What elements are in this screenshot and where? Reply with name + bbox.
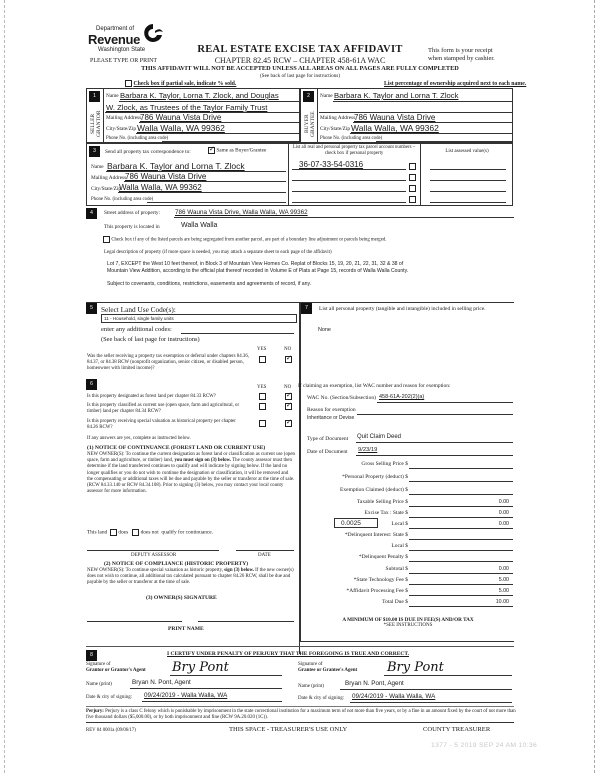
exemption-reason[interactable]: Inheritance or Devise xyxy=(307,415,355,421)
perjury-certification: I CERTIFY UNDER PENALTY OF PERJURY THAT THE FOREGOING IS TRUE AND CORRECT. xyxy=(167,651,410,657)
grantee-signature[interactable]: Bry Pont xyxy=(387,660,444,675)
historic-no-checkbox[interactable] xyxy=(285,420,292,427)
wac-number[interactable]: 458-61A-202(2)(a) xyxy=(379,394,425,400)
land-use-section: 5 Select Land Use Code(s): 11 - Household, single family units enter any additional codes: (See back of last page for instructions) YES NO Was the seller receiving a property tax exemption or deferral under chapters 84.36, 84.37, or 84.38 RCW (nonprofit organization, senior citizen, or disabled person, homeowner with limited income)? ✓ 6 YES NO Is this property designated as forest land per chapter 84.33 RCW? ✓ Is this property classified as current use (open space, farm and agricultural, or timber) land per chapter 84.34 RCW? ✓ Is this property receiving special valuation as historical property per chapter 84.26 RCW? ✓ If any answers are yes, complete as instructed below. (1) NOTICE OF CONTINUANCE (FOREST LAND OR CURRENT USE) NEW OWNER(S): To continue the current designation as forest land or classification as current use (open space, farm and agriculture, or timber) land, you must sign on (3) below. The county assessor must then determine if the land transferred continues to qualify and will indicate by signing below. If the land no longer qualifies or you do not wish to continue the designation or classification, it will be removed and the compensating or additional taxes will be due and payable by the seller or transferor at the time of sale. (RCW 84.33.140 or RCW 84.34.108). Prior to signing (3) below, you may contact your local county assessor for more information. This land does does not qualify for continuance. DEPUTY ASSESSOR DATE (2) NOTICE OF COMPLIANCE (HISTORIC PROPERTY) NEW OWNER(S): To continue special valuation as historic property, sign (3) below. If the new owner(s) does not wish to continue, all additional tax calculated pursuant to chapter 84.26 RCW, shall be due and payable by the seller or transferor at the time of sale. (3) OWNER(S) SIGNATURE PRINT NAME xyxy=(86,302,300,654)
section-number-6: 6 xyxy=(86,379,97,390)
see-back-note: (See back of last page for instructions) xyxy=(259,73,341,79)
land-does-checkbox[interactable] xyxy=(110,529,117,536)
personal-property-checkbox-1[interactable] xyxy=(409,163,416,170)
segregated-parcel-checkbox[interactable] xyxy=(103,236,110,243)
buyer-phone-field[interactable] xyxy=(376,141,512,142)
subtotal[interactable]: 0.00 xyxy=(498,566,509,572)
partial-sale-checkbox[interactable] xyxy=(125,80,132,87)
minimum-due-note: A MINIMUM OF $10.00 IS DUE IN FEE(S) AND/OR TAX xyxy=(342,617,474,623)
ownership-percentage-note: List percentage of ownership acquired next to each name. xyxy=(384,81,527,87)
partial-sale-row: Check box if partial sale, indicate % sold. xyxy=(125,80,236,87)
assessed-value-1[interactable] xyxy=(430,169,506,170)
personal-property-checkbox-4[interactable] xyxy=(409,196,416,203)
taxable-selling-price[interactable]: 0.00 xyxy=(498,499,509,505)
additional-codes-input[interactable] xyxy=(181,333,294,334)
notice-compliance-title: (2) NOTICE OF COMPLIANCE (HISTORIC PROPERTY) xyxy=(104,561,249,567)
receipt-note: This form is your receipt when stamped by cashier. xyxy=(428,47,495,62)
section-number-5: 5 xyxy=(86,303,97,314)
land-use-code-select[interactable]: 11 - Household, single family units xyxy=(101,314,297,323)
document-date[interactable]: 9/23/19 xyxy=(358,447,378,453)
deputy-assessor-signature[interactable] xyxy=(87,550,219,551)
forest-land-no-checkbox[interactable] xyxy=(285,393,292,400)
grantor-signature[interactable]: Bry Pont xyxy=(172,660,229,675)
affidavit-processing-fee[interactable]: 5.00 xyxy=(498,588,509,594)
seller-city-state-zip[interactable]: Walla Walla, WA 99362 xyxy=(137,123,225,133)
current-use-yes-checkbox[interactable] xyxy=(259,403,266,410)
buyer-mailing-address[interactable]: 786 Wauna Vista Drive xyxy=(354,113,436,122)
form-number: REV 84 0001a (09/06/17) xyxy=(86,728,136,733)
correspondence-name[interactable]: Barbara K. Taylor and Lorna T. Zlock xyxy=(107,161,245,171)
section-number-1: 1 xyxy=(89,91,100,102)
perjury-notice: Perjury: Perjury is a class C felony which is punishable by imprisonment in the state correctional institution for a maximum term of not more than five years, or by a fine in an amount fixed by the court of not more than five thousand dollars ($5,000.00), or by both imprisonment and fine (RCW 9A.20.020 (1C)). xyxy=(86,709,516,721)
personal-property-checkbox-3[interactable] xyxy=(409,185,416,192)
page-edge-right xyxy=(594,0,595,773)
notice-compliance-text: NEW OWNER(S): To continue special valuation as historic property, sign (3) below. If the new owner(s) does not wish to continue, all additional tax calculated pursuant to chapter 84.26 RCW, shall be due and payable by the seller or transferor at the time of sale. xyxy=(87,568,294,586)
excise-tax-local[interactable]: 0.00 xyxy=(498,521,509,527)
state-technology-fee[interactable]: 5.00 xyxy=(498,577,509,583)
page-edge-left xyxy=(4,0,5,773)
dor-logo: Department of Revenue Washington State xyxy=(88,22,166,54)
form-title: REAL ESTATE EXCISE TAX AFFIDAVIT xyxy=(197,44,403,55)
historic-yes-checkbox[interactable] xyxy=(259,420,266,427)
see-instructions-note: *SEE INSTRUCTIONS xyxy=(383,623,433,628)
excise-tax-state[interactable]: 0.00 xyxy=(498,510,509,516)
legal-description[interactable]: Lot 7, EXCEPT the West 10 feet thereof, in Block 3 of Mountain View Homes Co. Replat of Blocks 15, 19, 20, 21, 22, 31, 32 & 38 of Mountain View Addition, according to the official plat thereof recorded in Volume E of Plats at Page 15, records of Walla Walla County. Subject to covenants, conditions, restrictions, easements and agreements of record, if any. xyxy=(107,261,409,287)
assessed-value-3[interactable] xyxy=(430,191,506,192)
owner-signature-title: (3) OWNER(S) SIGNATURE xyxy=(146,595,217,601)
notice-continuance-text: NEW OWNER(S): To continue the current designation as forest land or classification as current use (open space, farm and agriculture, or timber) land, you must sign on (3) below. The county assessor must then determine if the land transferred continues to qualify and will indicate by signing below. If the land no longer qualifies or you do not wish to continue the designation or classification, it will be removed and the compensating or additional taxes will be due and payable by the seller or transferor at the time of sale. (RCW 84.33.140 or RCW 84.34.108). Prior to signing (3) below, you may contact your local county assessor for more information. xyxy=(87,452,295,495)
seller-name-line1[interactable]: Barbara K. Taylor, Lorna T. Zlock, and Douglas xyxy=(120,91,279,100)
seller-side-label: SELLER GRANTOR xyxy=(90,110,102,138)
buyer-name-line1[interactable]: Barbara K. Taylor and Lorna T. Zlock xyxy=(334,91,459,100)
seller-phone-field[interactable] xyxy=(162,141,299,142)
correspondence-section: 3 Send all property tax correspondence to: ✓ Same as Buyer/Grantee Name Barbara K. Taylor and Lorna T. Zlock Mailing Address 786 Wauna Vista Drive City/State/Zip Walla Walla, WA 99362 Phone No. (including area code) List all real and personal property tax parcel account numbers – check box if personal property List assessed value(s) 36-07-33-54-0316 xyxy=(86,143,513,206)
grantor-print-name[interactable]: Bryan N. Pont, Agent xyxy=(132,679,191,686)
section-number-8: 8 xyxy=(86,650,97,661)
personal-property-value[interactable]: None xyxy=(318,327,331,333)
section-number-4: 4 xyxy=(86,208,97,219)
exemption-yes-checkbox[interactable] xyxy=(259,356,266,363)
county-treasurer-label: COUNTY TREASURER xyxy=(423,726,491,733)
exemption-no-checkbox[interactable] xyxy=(285,356,292,363)
form-subtitle: CHAPTER 82.45 RCW – CHAPTER 458-61A WAC xyxy=(214,56,386,65)
owner-signature-line-1[interactable] xyxy=(87,621,182,622)
buyer-side-label: BUYER GRANTEE xyxy=(304,111,316,137)
assessed-header: List assessed value(s) xyxy=(445,149,489,154)
dor-swoosh-icon xyxy=(142,23,164,43)
same-as-buyer-checkbox[interactable] xyxy=(208,147,215,154)
correspondence-mailing[interactable]: 786 Wauna Vista Drive xyxy=(125,172,207,181)
section-number-3: 3 xyxy=(89,146,100,157)
assessed-value-4[interactable] xyxy=(430,202,506,203)
property-street-address[interactable]: 786 Wauna Vista Drive, Walla Walla, WA 99362 xyxy=(175,209,308,216)
document-type[interactable]: Quit Claim Deed xyxy=(357,434,402,440)
seller-name-line2[interactable]: W. Zlock, as Trustees of the Taylor Family Trust xyxy=(106,103,268,112)
buyer-section: 2 BUYER GRANTEE Name Barbara K. Taylor and Lorna T. Zlock Mailing Address 786 Wauna Vista Drive City/State/Zip Walla Walla, WA 99362 Phone No. (including area code) xyxy=(300,88,513,143)
continuance-row: This land does does not qualify for continuance. xyxy=(87,529,214,536)
exemption-question: Was the seller receiving a property tax exemption or deferral under chapters 84.36, 84.37, or 84.38 RCW (nonprofit organization, senior citizen, or disabled person, homeowner with limited income)? xyxy=(87,354,250,371)
treasurer-use-only: THIS SPACE - TREASURER'S USE ONLY xyxy=(229,726,348,733)
property-county[interactable]: Walla Walla xyxy=(181,222,218,229)
seller-mailing-address[interactable]: 786 Wauna Vista Drive xyxy=(140,113,222,122)
treasurer-stamp: 1377 - 5 2019 SEP 24 AM 10:36 xyxy=(431,742,538,749)
section-number-7: 7 xyxy=(301,303,312,314)
parcel-number-4[interactable] xyxy=(292,202,406,203)
please-type-note: PLEASE TYPE OR PRINT xyxy=(90,58,158,64)
assessed-value-2[interactable] xyxy=(430,180,506,181)
parcel-number-3[interactable] xyxy=(292,191,406,192)
personal-property-checkbox-2[interactable] xyxy=(409,174,416,181)
notice-continuance-title: (1) NOTICE OF CONTINUANCE (FOREST LAND OR CURRENT USE) xyxy=(87,445,266,451)
total-due[interactable]: 10.00 xyxy=(495,599,509,605)
grantee-date-city[interactable]: 09/24/2019 - Walla Walla, WA xyxy=(352,693,436,700)
grantor-date-city[interactable]: 09/24/2019 - Walla Walla, WA xyxy=(144,692,228,699)
grantee-print-name[interactable]: Bryan N. Pont, Agent xyxy=(345,680,404,687)
land-does-not-checkbox[interactable] xyxy=(132,529,139,536)
section-number-2: 2 xyxy=(303,91,314,102)
parcel-number-2[interactable] xyxy=(292,180,406,181)
current-use-no-checkbox[interactable] xyxy=(285,403,292,410)
seller-section: 1 SELLER GRANTOR Name Barbara K. Taylor, Lorna T. Zlock, and Douglas W. Zlock, as Trustees of the Taylor Family Trust Mailing Address 786 Wauna Vista Drive City/State/Zip Walla Walla, WA 99362 Phone No. (including area code) xyxy=(86,88,300,143)
correspondence-phone-field[interactable] xyxy=(147,202,286,203)
buyer-city-state-zip[interactable]: Walla Walla, WA 99362 xyxy=(351,123,439,133)
parcel-header: List all real and personal property tax parcel account numbers – check box if personal property xyxy=(292,145,416,156)
completion-warning: THIS AFFIDAVIT WILL NOT BE ACCEPTED UNLESS ALL AREAS ON ALL PAGES ARE FULLY COMPLETED xyxy=(141,65,459,72)
owner-signature-line-2[interactable] xyxy=(198,621,294,622)
parcel-number-1[interactable]: 36-07-33-54-0316 xyxy=(299,160,364,169)
local-rate-box: 0.0025 xyxy=(334,518,378,528)
assessor-date-field[interactable] xyxy=(236,550,294,551)
forest-land-yes-checkbox[interactable] xyxy=(259,393,266,400)
correspondence-city[interactable]: Walla Walla, WA 99362 xyxy=(119,183,202,192)
personal-property-section: 7 List all personal property (tangible and intangible) included in selling price. None If claiming an exemption, list WAC number and reason for exemption: WAC No. (Section/Subsection) 458-61A-202(2)(a) Reason for exemption Inheritance or Devise Type of Document Quit Claim Deed Date of Document 9/23/19 Gross Selling Price $ *Personal Property (deduct) $ Exemption Claimed (deduct) $ Taxable Selling Price $ 0.00 Excise Tax : State $ 0.00 0.0025 Local $ 0.00 *Delinquent Interest: State $ Local $ *Delinquent Penalty $ Subtotal $ 0.00 *State Technology Fee $ 5.00 *Affidavit Processing Fee $ 5.00 Total Due $ 10.00 A MINIMUM OF $10.00 IS DUE IN FEE(S) AND/OR TAX *SEE INSTRUCTIONS xyxy=(300,302,514,642)
